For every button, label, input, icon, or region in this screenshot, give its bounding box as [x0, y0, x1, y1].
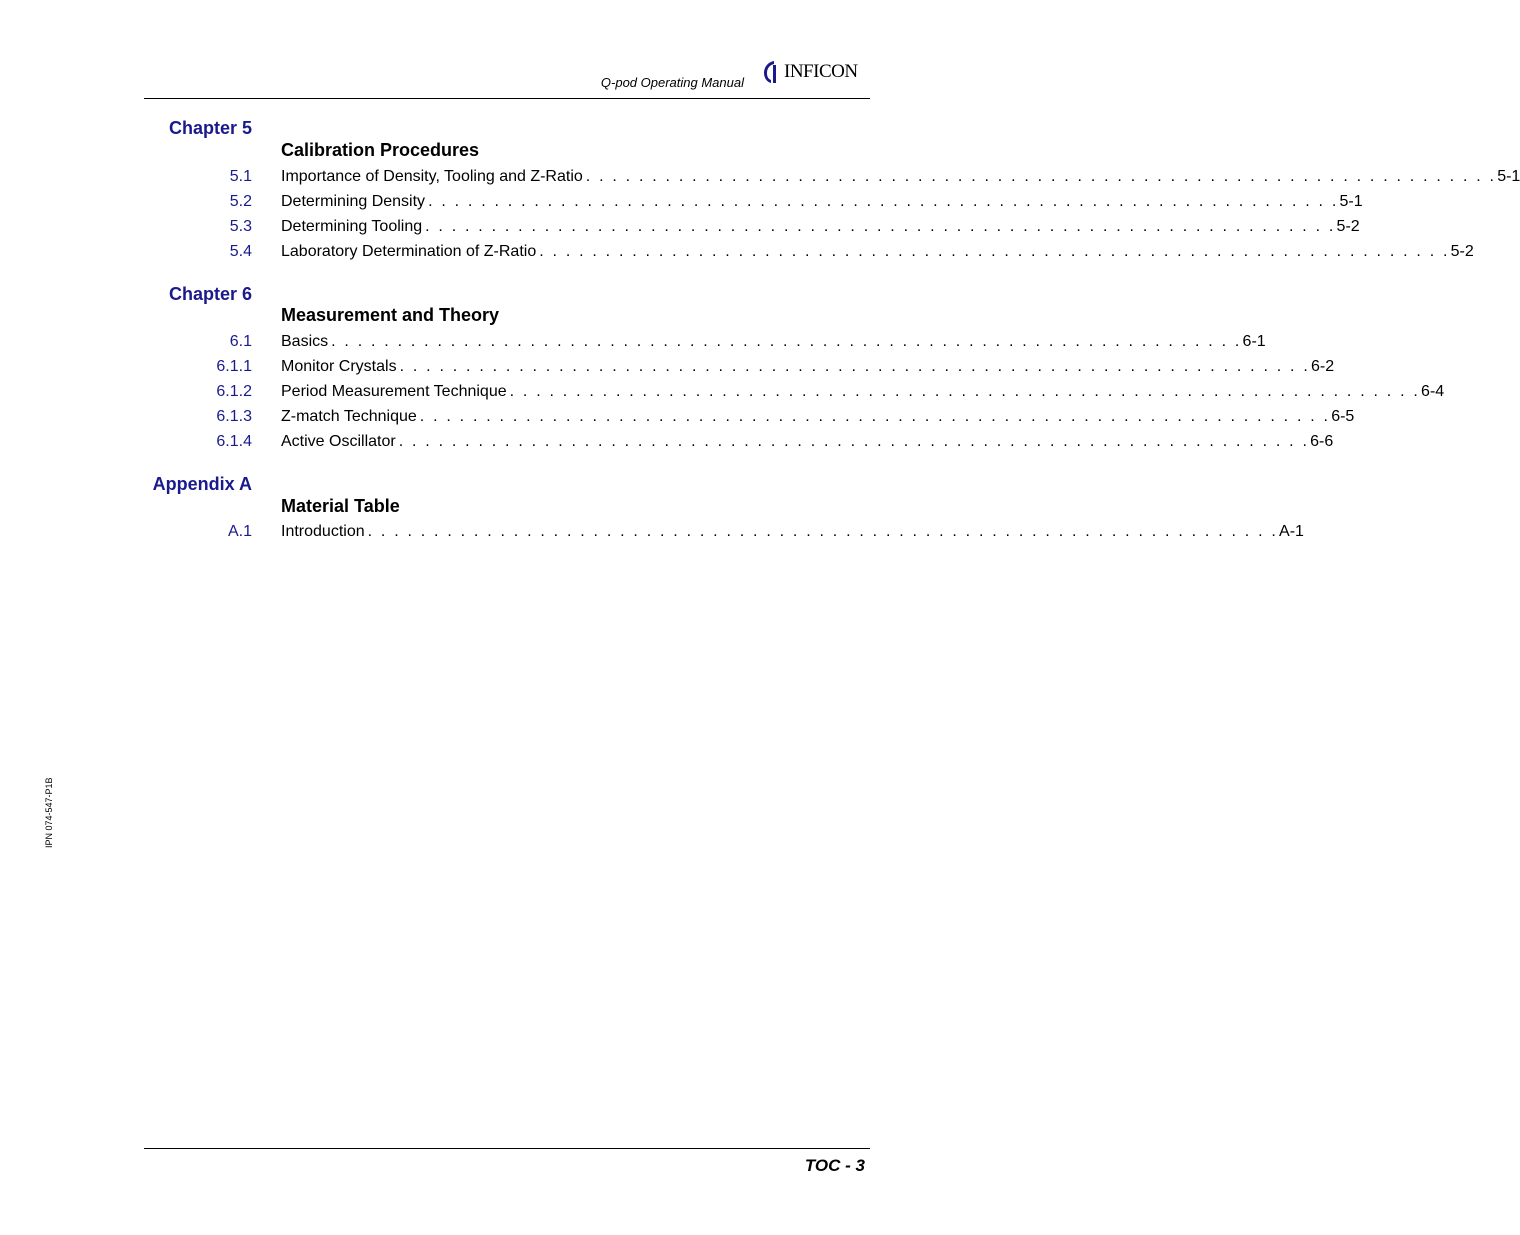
- entry-title: Determining Density: [281, 193, 426, 210]
- manual-title: Q-pod Operating Manual: [600, 75, 744, 90]
- toc-entry[interactable]: [0, 433, 1334, 455]
- toc-entry[interactable]: [0, 383, 1445, 405]
- entry-page: 5-2: [1336, 218, 1360, 235]
- entry-number[interactable]: 6.1.2: [216, 383, 252, 400]
- toc-entry[interactable]: [0, 243, 1474, 265]
- entry-title: Monitor Crystals: [281, 358, 397, 375]
- entry-number[interactable]: A.1: [227, 523, 252, 540]
- logo-text: INFICON: [784, 61, 858, 82]
- leader-dots: . . . . . . . . . . . . . . . . . . . . . . . . . . . . . . . . . . . . . . . . . . . . . . . . . . . . . . . . . . . . . . . . . . . . .: [425, 218, 1336, 235]
- entry-number[interactable]: 6.1.4: [216, 433, 252, 450]
- entry-title: Introduction: [281, 523, 365, 540]
- toc-entry[interactable]: [0, 523, 1304, 545]
- chapter-5-label[interactable]: Chapter 5: [168, 118, 252, 138]
- entry-title: Importance of Density, Tooling and Z-Ratio: [281, 168, 583, 185]
- leader-dots: . . . . . . . . . . . . . . . . . . . . . . . . . . . . . . . . . . . . . . . . . . . . . . . . . . . . . . . . . . . . . . . . . . . . .: [399, 358, 1310, 375]
- chapter-6-label[interactable]: Chapter 6: [168, 284, 252, 304]
- appendix-a-label[interactable]: Appendix A: [152, 474, 252, 494]
- entry-page: 5-1: [1339, 193, 1363, 210]
- appendix-a-title: Material Table: [281, 496, 400, 516]
- entry-page: 6-5: [1331, 408, 1355, 425]
- leader-dots: . . . . . . . . . . . . . . . . . . . . . . . . . . . . . . . . . . . . . . . . . . . . . . . . . . . . . . . . . . . . . . . . . . . . .: [428, 193, 1339, 210]
- entry-title: Period Measurement Technique: [281, 383, 507, 400]
- entry-number[interactable]: 5.2: [229, 193, 252, 210]
- entry-number[interactable]: 5.3: [229, 218, 252, 235]
- leader-dots: . . . . . . . . . . . . . . . . . . . . . . . . . . . . . . . . . . . . . . . . . . . . . . . . . . . . . . . . . . . . . . . . . . . . .: [367, 523, 1279, 540]
- leader-dots: . . . . . . . . . . . . . . . . . . . . . . . . . . . . . . . . . . . . . . . . . . . . . . . . . . . . . . . . . . . . . . . . . . . . .: [585, 168, 1497, 185]
- entry-title: Z-match Technique: [281, 408, 417, 425]
- chapter-6-title: Measurement and Theory: [281, 305, 500, 325]
- page-number: TOC - 3: [804, 1156, 865, 1175]
- chapter-5-title: Calibration Procedures: [281, 140, 480, 160]
- entry-title: Basics: [281, 333, 329, 350]
- leader-dots: . . . . . . . . . . . . . . . . . . . . . . . . . . . . . . . . . . . . . . . . . . . . . . . . . . . . . . . . . . . . . . . . . . . . .: [398, 433, 1310, 450]
- entry-number[interactable]: 6.1: [229, 333, 252, 350]
- entry-title: Laboratory Determination of Z-Ratio: [281, 243, 537, 260]
- entry-page: 6-6: [1310, 433, 1334, 450]
- toc-entry[interactable]: [0, 218, 1360, 240]
- entry-title: Determining Tooling: [281, 218, 423, 235]
- entry-title: Active Oscillator: [281, 433, 396, 450]
- leader-dots: . . . . . . . . . . . . . . . . . . . . . . . . . . . . . . . . . . . . . . . . . . . . . . . . . . . . . . . . . . . . . . . . . . . . .: [331, 333, 1242, 350]
- entry-number[interactable]: 5.4: [229, 243, 252, 260]
- entry-number[interactable]: 6.1.1: [216, 358, 252, 375]
- toc-entry[interactable]: [0, 193, 1363, 215]
- footer-rule: [144, 1148, 870, 1149]
- entry-page: 5-2: [1450, 243, 1474, 260]
- entry-number[interactable]: 5.1: [229, 168, 252, 185]
- document-id: IPN 074-547-P1B: [44, 777, 54, 848]
- entry-page: 5-1: [1497, 168, 1520, 185]
- entry-page: 6-4: [1421, 383, 1445, 400]
- entry-page: A-1: [1279, 523, 1304, 540]
- toc-entry[interactable]: [0, 408, 1355, 430]
- entry-page: 6-1: [1242, 333, 1266, 350]
- leader-dots: . . . . . . . . . . . . . . . . . . . . . . . . . . . . . . . . . . . . . . . . . . . . . . . . . . . . . . . . . . . . . . . . . . . . .: [419, 408, 1331, 425]
- inficon-mark-icon: [760, 59, 782, 85]
- header-rule: [144, 98, 870, 99]
- toc-entry[interactable]: [0, 358, 1335, 380]
- inficon-logo: [760, 58, 875, 86]
- leader-dots: . . . . . . . . . . . . . . . . . . . . . . . . . . . . . . . . . . . . . . . . . . . . . . . . . . . . . . . . . . . . . . . . . . . . .: [539, 243, 1450, 260]
- toc-entry[interactable]: [0, 333, 1266, 355]
- toc-entry[interactable]: [0, 168, 1520, 190]
- entry-page: 6-2: [1311, 358, 1335, 375]
- leader-dots: . . . . . . . . . . . . . . . . . . . . . . . . . . . . . . . . . . . . . . . . . . . . . . . . . . . . . . . . . . . . . . . . . . . . .: [509, 383, 1421, 400]
- entry-number[interactable]: 6.1.3: [216, 408, 252, 425]
